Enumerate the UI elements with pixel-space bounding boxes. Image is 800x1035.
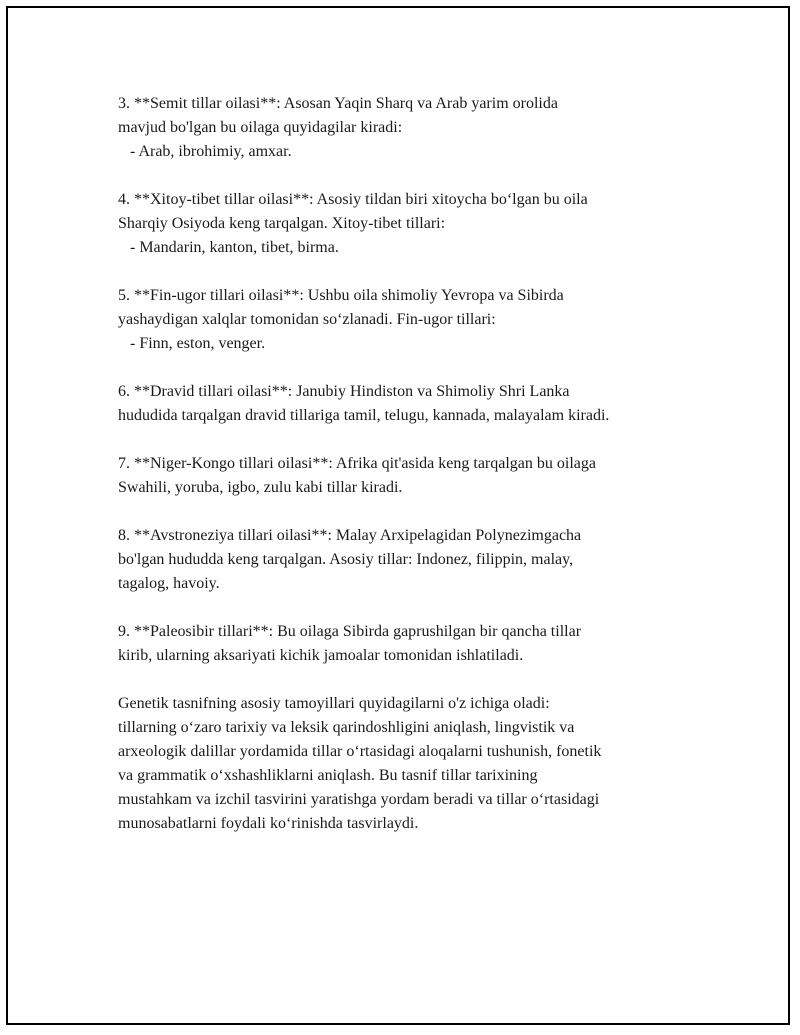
paragraph-fin-ugor [118,284,698,356]
text-line: mavjud bo'lgan bu oilaga quyidagilar kiradi: [118,119,403,136]
list-item: - Finn, eston, venger. [130,335,266,352]
document-body [118,92,698,860]
text-line: 6. **Dravid tillari oilasi**: Janubiy Hindiston va Shimoliy Shri Lanka [118,383,570,400]
paragraph-semit [118,92,698,164]
text-line: yashaydigan xalqlar tomonidan so‘zlanadi. Fin-ugor tillari: [118,311,496,328]
paragraph-dravid [118,380,698,428]
text-line: Sharqiy Osiyoda keng tarqalgan. Xitoy-tibet tillari: [118,215,446,232]
text-line: kirib, ularning aksariyati kichik jamoalar tomonidan ishlatiladi. [118,647,524,664]
paragraph-paleosibir [118,620,698,668]
text-line: mustahkam va izchil tasvirini yaratishga yordam beradi va tillar o‘rtasidagi [118,791,600,808]
text-line: bo'lgan hududda keng tarqalgan. Asosiy tillar: Indonez, filippin, malay, [118,551,574,568]
text-line: 5. **Fin-ugor tillari oilasi**: Ushbu oila shimoliy Yevropa va Sibirda [118,287,564,304]
list-item: - Arab, ibrohimiy, amxar. [130,143,292,160]
paragraph-xitoy-tibet [118,188,698,260]
text-line: munosabatlarni foydali ko‘rinishda tasvirlaydi. [118,815,419,832]
paragraph-niger-kongo [118,452,698,500]
text-line: 7. **Niger-Kongo tillari oilasi**: Afrika qit'asida keng tarqalgan bu oilaga [118,455,596,472]
text-line: 9. **Paleosibir tillari**: Bu oilaga Sibirda gaprushilgan bir qancha tillar [118,623,582,640]
text-line: 3. **Semit tillar oilasi**: Asosan Yaqin Sharq va Arab yarim orolida [118,95,558,112]
text-line: arxeologik dalillar yordamida tillar o‘rtasidagi aloqalarni tushunish, fonetik [118,743,602,760]
text-line: tagalog, havoiy. [118,575,220,592]
text-line: Swahili, yoruba, igbo, zulu kabi tillar kiradi. [118,479,403,496]
paragraph-avstroneziya [118,524,698,596]
list-item: - Mandarin, kanton, tibet, birma. [130,239,339,256]
text-line: 4. **Xitoy-tibet tillar oilasi**: Asosiy tildan biri xitoycha bo‘lgan bu oila [118,191,588,208]
text-line: va grammatik o‘xshashliklarni aniqlash. Bu tasnif tillar tarixining [118,767,538,784]
text-line: Genetik tasnifning asosiy tamoyillari quyidagilarni o'z ichiga oladi: [118,695,550,712]
text-line: hududida tarqalgan dravid tillariga tamil, telugu, kannada, malayalam kiradi. [118,407,610,424]
text-line: 8. **Avstroneziya tillari oilasi**: Malay Arxipelagidan Polynezimgacha [118,527,582,544]
paragraph-summary [118,692,698,836]
text-line: tillarning o‘zaro tarixiy va leksik qarindoshligini aniqlash, lingvistik va [118,719,575,736]
